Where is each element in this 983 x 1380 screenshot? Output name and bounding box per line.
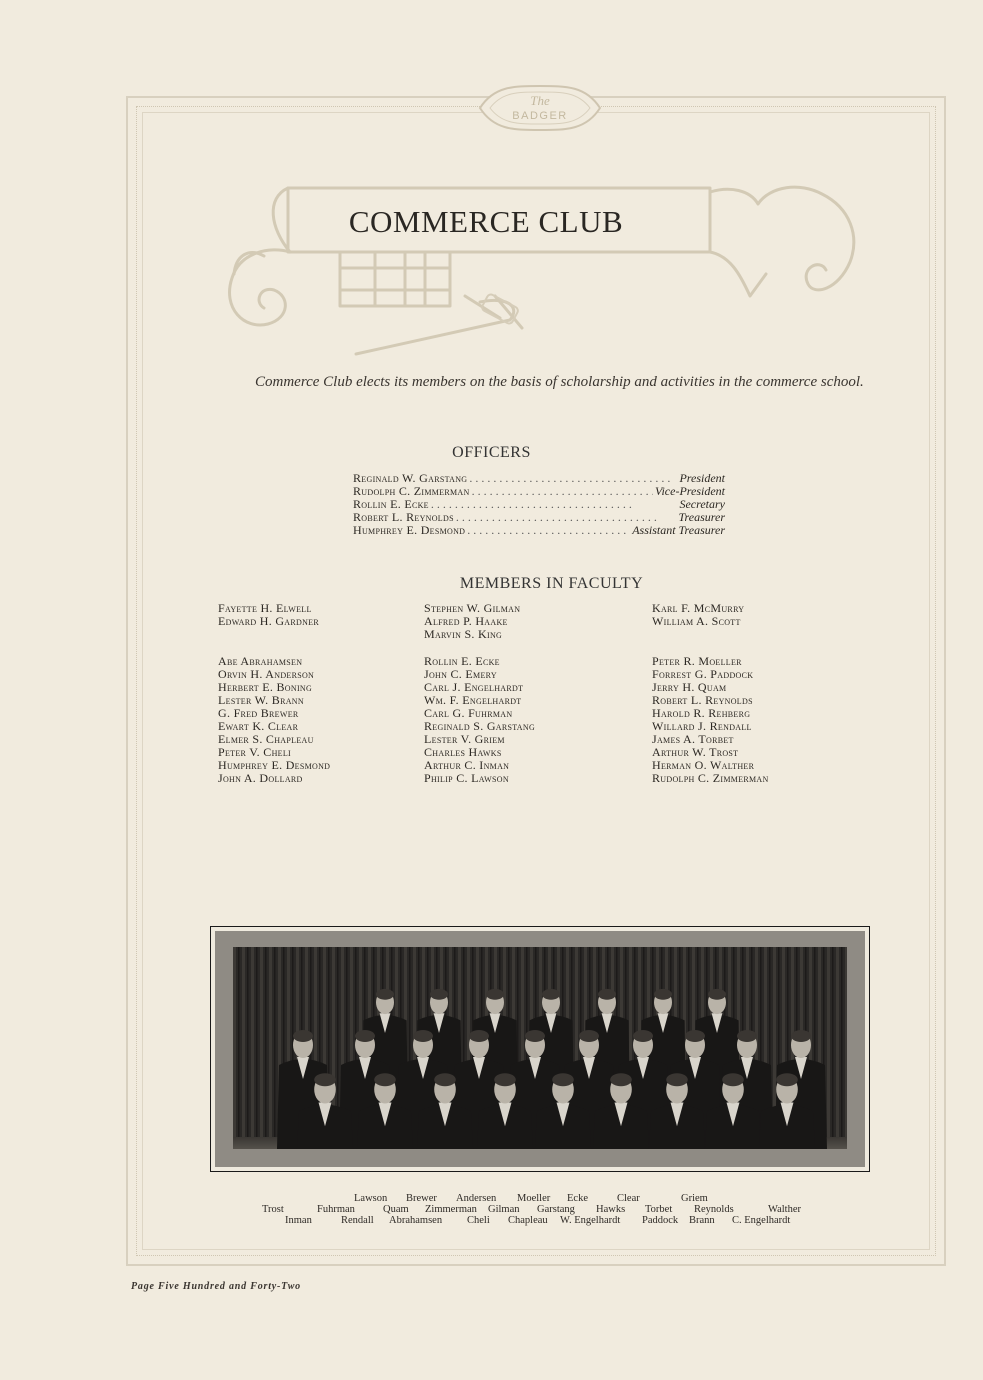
officer-row [353, 524, 725, 537]
member-name: Orvin H. Anderson [218, 667, 315, 681]
caption-name: Brann [689, 1215, 715, 1226]
members-column-1 [218, 655, 330, 785]
faculty-name: William A. Scott [652, 614, 741, 628]
member-name: Carl G. Fuhrman [424, 706, 513, 720]
faculty-name: Alfred P. Haake [424, 614, 508, 628]
faculty-column-1 [218, 602, 319, 628]
member-name: John C. Emery [424, 667, 497, 681]
group-photo [210, 926, 870, 1172]
caption-name: Cheli [467, 1215, 490, 1226]
group-photo-image [233, 947, 847, 1149]
member-name: Rudolph C. Zimmerman [652, 771, 769, 785]
member-name: G. Fred Brewer [218, 706, 299, 720]
member-name: Robert L. Reynolds [652, 693, 753, 707]
caption-name: Brewer [406, 1193, 437, 1204]
caption-name: Griem [681, 1193, 708, 1204]
member-name: Harold R. Rehberg [652, 706, 751, 720]
caption-row-front [0, 1215, 983, 1227]
member-name: Arthur W. Trost [652, 745, 739, 759]
member-name: Willard J. Rendall [652, 719, 752, 733]
faculty-name: Karl F. McMurry [652, 601, 745, 615]
caption-name: Quam [383, 1204, 409, 1215]
caption-name: Clear [617, 1193, 640, 1204]
caption-name: C. Engelhardt [732, 1215, 791, 1226]
caption-name: Fuhrman [317, 1204, 355, 1215]
caption-name: Inman [285, 1215, 312, 1226]
caption-name: Lawson [354, 1193, 388, 1204]
members-column-3 [652, 655, 769, 785]
caption-name: Ecke [567, 1193, 588, 1204]
member-name: Lester W. Brann [218, 693, 304, 707]
caption-name: Gilman [488, 1204, 520, 1215]
member-name: Ewart K. Clear [218, 719, 299, 733]
member-name: Arthur C. Inman [424, 758, 510, 772]
member-name: Elmer S. Chapleau [218, 732, 314, 746]
caption-name: Zimmerman [425, 1204, 477, 1215]
member-name: James A. Torbet [652, 732, 734, 746]
faculty-name: Fayette H. Elwell [218, 601, 312, 615]
caption-name: Trost [262, 1204, 284, 1215]
caption-name: Chapleau [508, 1215, 548, 1226]
caption-name: Hawks [596, 1204, 626, 1215]
member-name: Herman O. Walther [652, 758, 755, 772]
page-footer: Page Five Hundred and Forty-Two [131, 1281, 301, 1292]
page-title: COMMERCE CLUB [348, 204, 624, 239]
faculty-column-3 [652, 602, 744, 628]
member-name: Charles Hawks [424, 745, 502, 759]
member-name: Jerry H. Quam [652, 680, 727, 694]
caption-name: Paddock [642, 1215, 679, 1226]
caption-name: Reynolds [694, 1204, 734, 1215]
officer-role: Vice-President [655, 484, 725, 498]
faculty-name: Marvin S. King [424, 627, 503, 641]
faculty-name: Stephen W. Gilman [424, 601, 521, 615]
officer-role: Secretary [679, 497, 725, 511]
caption-name: Walther [768, 1204, 801, 1215]
caption-name: W. Engelhardt [560, 1215, 621, 1226]
officer-name: Rollin E. Ecke [353, 497, 429, 511]
faculty-heading: MEMBERS IN FACULTY [459, 575, 644, 592]
intro-paragraph: Commerce Club elects its members on the basis of scholarship and activities in the commerce school. [255, 374, 864, 390]
officer-role: President [679, 471, 725, 485]
caption-name: Torbet [645, 1204, 673, 1215]
faculty-column-2 [424, 602, 520, 641]
member-name: Peter R. Moeller [652, 654, 742, 668]
member-name: Abe Abrahamsen [218, 654, 303, 668]
caption-name: Garstang [537, 1204, 575, 1215]
member-name: Rollin E. Ecke [424, 654, 500, 668]
faculty-name: Edward H. Gardner [218, 614, 319, 628]
officer-role: Treasurer [678, 510, 725, 524]
officer-role: Assistant Treasurer [632, 523, 725, 537]
cartouche-badger: BADGER [512, 110, 568, 122]
officer-name: Rudolph C. Zimmerman [353, 484, 470, 498]
caption-name: Abrahamsen [389, 1215, 443, 1226]
caption-name: Moeller [517, 1193, 551, 1204]
member-name: Carl J. Engelhardt [424, 680, 524, 694]
member-name: John A. Dollard [218, 771, 303, 785]
members-column-2 [424, 655, 535, 785]
officer-name: Reginald W. Garstang [353, 471, 468, 485]
officers-heading: OFFICERS [452, 444, 531, 461]
member-name: Wm. F. Engelhardt [424, 693, 522, 707]
member-name: Herbert E. Boning [218, 680, 313, 694]
member-name: Peter V. Cheli [218, 745, 291, 759]
member-name: Humphrey E. Desmond [218, 758, 331, 772]
officer-name: Robert L. Reynolds [353, 510, 454, 524]
badger-cartouche-ornament [474, 82, 606, 134]
member-name: Lester V. Griem [424, 732, 505, 746]
caption-name: Rendall [341, 1215, 374, 1226]
caption-name: Andersen [456, 1193, 497, 1204]
member-name: Philip C. Lawson [424, 771, 509, 785]
member-name: Forrest G. Paddock [652, 667, 754, 681]
officers-list [353, 472, 725, 537]
officer-name: Humphrey E. Desmond [353, 523, 466, 537]
cartouche-the: The [530, 93, 550, 108]
member-name: Reginald S. Garstang [424, 719, 536, 733]
